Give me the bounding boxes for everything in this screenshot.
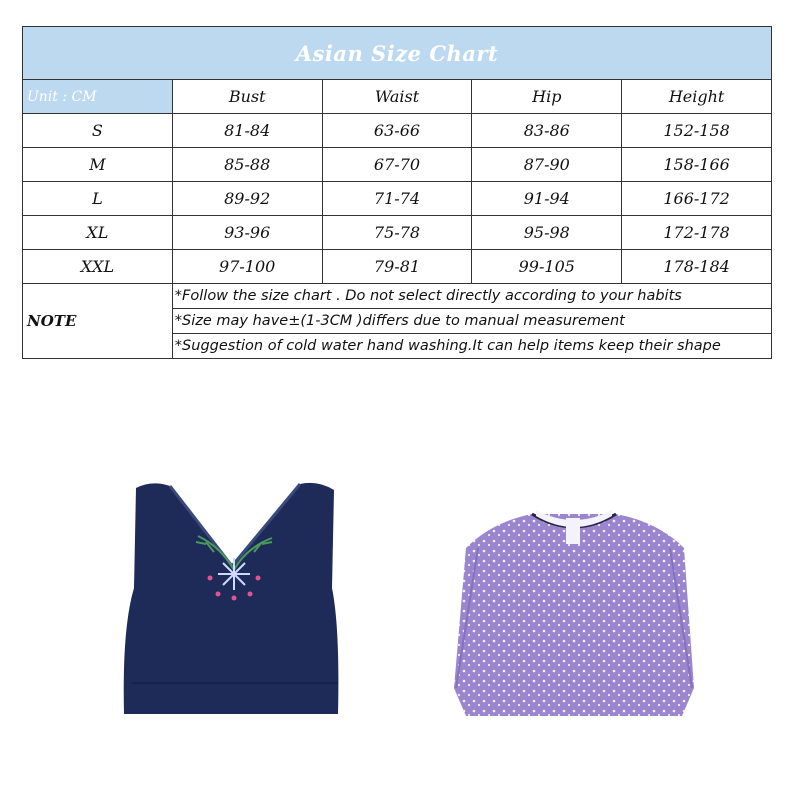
note-text: *Size may have±(1-3CM )differs due to manual measurement: [172, 309, 771, 334]
title-row: [23, 27, 772, 80]
table-cell: 178-184: [622, 250, 772, 284]
column-header-bust: Bust: [172, 80, 322, 114]
table-cell: 79-81: [322, 250, 472, 284]
table-cell: 67-70: [322, 148, 472, 182]
table-row: [23, 148, 772, 182]
size-label: XXL: [23, 250, 173, 284]
table-cell: 85-88: [172, 148, 322, 182]
table-cell: 172-178: [622, 216, 772, 250]
table-cell: 93-96: [172, 216, 322, 250]
table-cell: 75-78: [322, 216, 472, 250]
note-text: *Suggestion of cold water hand washing.It can help items keep their shape: [172, 334, 771, 359]
table-row: [23, 250, 772, 284]
table-cell: 87-90: [472, 148, 622, 182]
table-cell: 95-98: [472, 216, 622, 250]
note-row: [23, 284, 772, 309]
table-cell: 71-74: [322, 182, 472, 216]
size-label: M: [23, 148, 173, 182]
chart-title: Asian Size Chart: [23, 27, 772, 80]
column-header-waist: Waist: [322, 80, 472, 114]
table-cell: 81-84: [172, 114, 322, 148]
size-chart-table: [22, 26, 772, 359]
unit-label: Unit : CM: [23, 80, 173, 114]
table-cell: 83-86: [472, 114, 622, 148]
size-label: XL: [23, 216, 173, 250]
table-cell: 97-100: [172, 250, 322, 284]
column-header-height: Height: [622, 80, 772, 114]
table-cell: 63-66: [322, 114, 472, 148]
table-row: [23, 216, 772, 250]
table-cell: 158-166: [622, 148, 772, 182]
table-cell: 89-92: [172, 182, 322, 216]
size-label: L: [23, 182, 173, 216]
table-cell: 99-105: [472, 250, 622, 284]
note-text: *Follow the size chart . Do not select directly according to your habits: [172, 284, 771, 309]
size-label: S: [23, 114, 173, 148]
note-label: NOTE: [23, 284, 173, 359]
navy-vest-image: [122, 478, 348, 714]
column-header-hip: Hip: [472, 80, 622, 114]
table-row: [23, 182, 772, 216]
table-cell: 91-94: [472, 182, 622, 216]
table-cell: 152-158: [622, 114, 772, 148]
table-row: [23, 114, 772, 148]
purple-floral-blouse-image: [452, 508, 696, 716]
table-cell: 166-172: [622, 182, 772, 216]
header-row: [23, 80, 772, 114]
